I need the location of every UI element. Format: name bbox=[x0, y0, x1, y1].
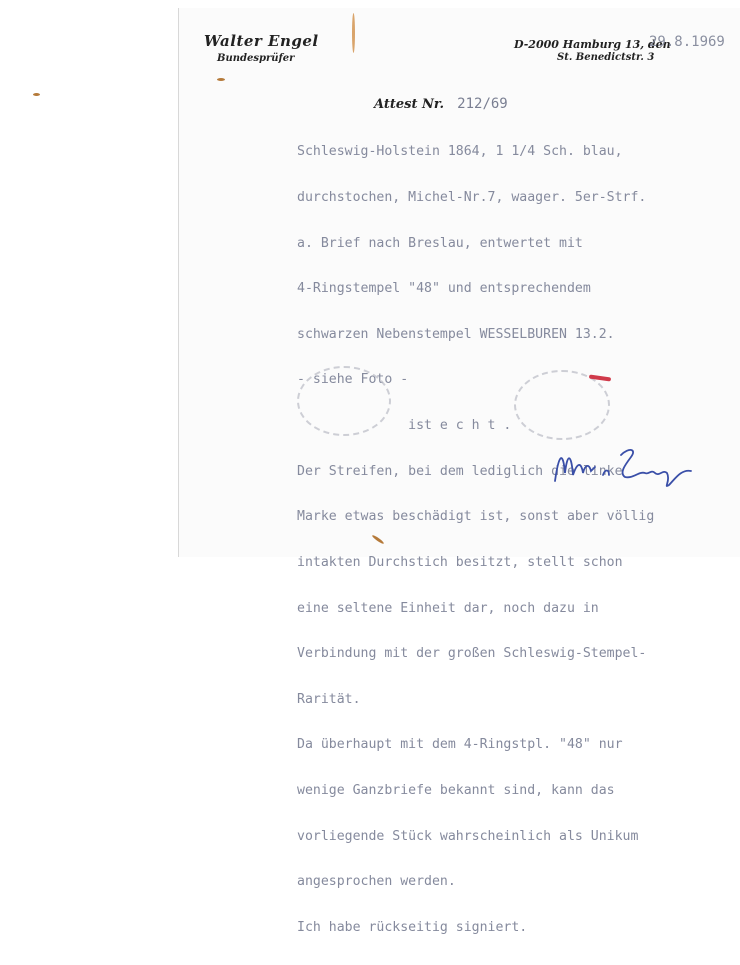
paper-mark bbox=[352, 13, 355, 53]
body-line: Ich habe rückseitig signiert. bbox=[297, 919, 528, 935]
body-line: schwarzen Nebenstempel WESSELBUREN 13.2. bbox=[297, 326, 615, 342]
body-line: Der Streifen, bei dem lediglich die linke bbox=[297, 463, 623, 479]
seal-stamp-left bbox=[297, 366, 391, 436]
attest-document bbox=[178, 8, 740, 935]
attest-body bbox=[297, 114, 654, 965]
sender-name: Walter Engel bbox=[204, 32, 319, 50]
attest-heading bbox=[374, 93, 508, 112]
handwritten-signature bbox=[551, 433, 701, 493]
attest-number: 212/69 bbox=[457, 96, 508, 112]
body-line: Da überhaupt mit dem 4-Ringstpl. "48" nur bbox=[297, 737, 623, 753]
attest-label: Attest Nr. bbox=[374, 97, 445, 112]
sender-title: Bundesprüfer bbox=[217, 53, 295, 64]
ink-speck bbox=[217, 78, 225, 81]
body-line: Verbindung mit der großen Schleswig-Stempel- bbox=[297, 646, 647, 662]
body-line: Schleswig-Holstein 1864, 1 1/4 Sch. blau, bbox=[297, 144, 623, 160]
body-line: ist e c h t . bbox=[297, 418, 512, 434]
document-date: 29.8.1969 bbox=[649, 34, 725, 50]
body-line: eine seltene Einheit dar, noch dazu in bbox=[297, 600, 599, 616]
body-line: angesprochen werden. bbox=[297, 874, 456, 890]
body-line: vorliegende Stück wahrscheinlich als Unikum bbox=[297, 828, 639, 844]
body-line: Rarität. bbox=[297, 691, 361, 707]
body-line: a. Brief nach Breslau, entwertet mit bbox=[297, 235, 583, 251]
body-line: Marke etwas beschädigt ist, sonst aber völlig bbox=[297, 509, 655, 525]
ink-speck bbox=[33, 93, 40, 96]
body-line: 4-Ringstempel "48" und entsprechendem bbox=[297, 281, 591, 297]
seal-stamp-right bbox=[514, 370, 610, 440]
body-line: durchstochen, Michel-Nr.7, waager. 5er-Strf. bbox=[297, 190, 647, 206]
body-line: intakten Durchstich besitzt, stellt schon bbox=[297, 554, 623, 570]
address-street: St. Benedictstr. 3 bbox=[557, 52, 655, 63]
body-line: wenige Ganzbriefe bekannt sind, kann das bbox=[297, 782, 615, 798]
body-line: - siehe Foto - bbox=[297, 372, 409, 388]
address-city-line: D-2000 Hamburg 13, den bbox=[514, 38, 671, 51]
